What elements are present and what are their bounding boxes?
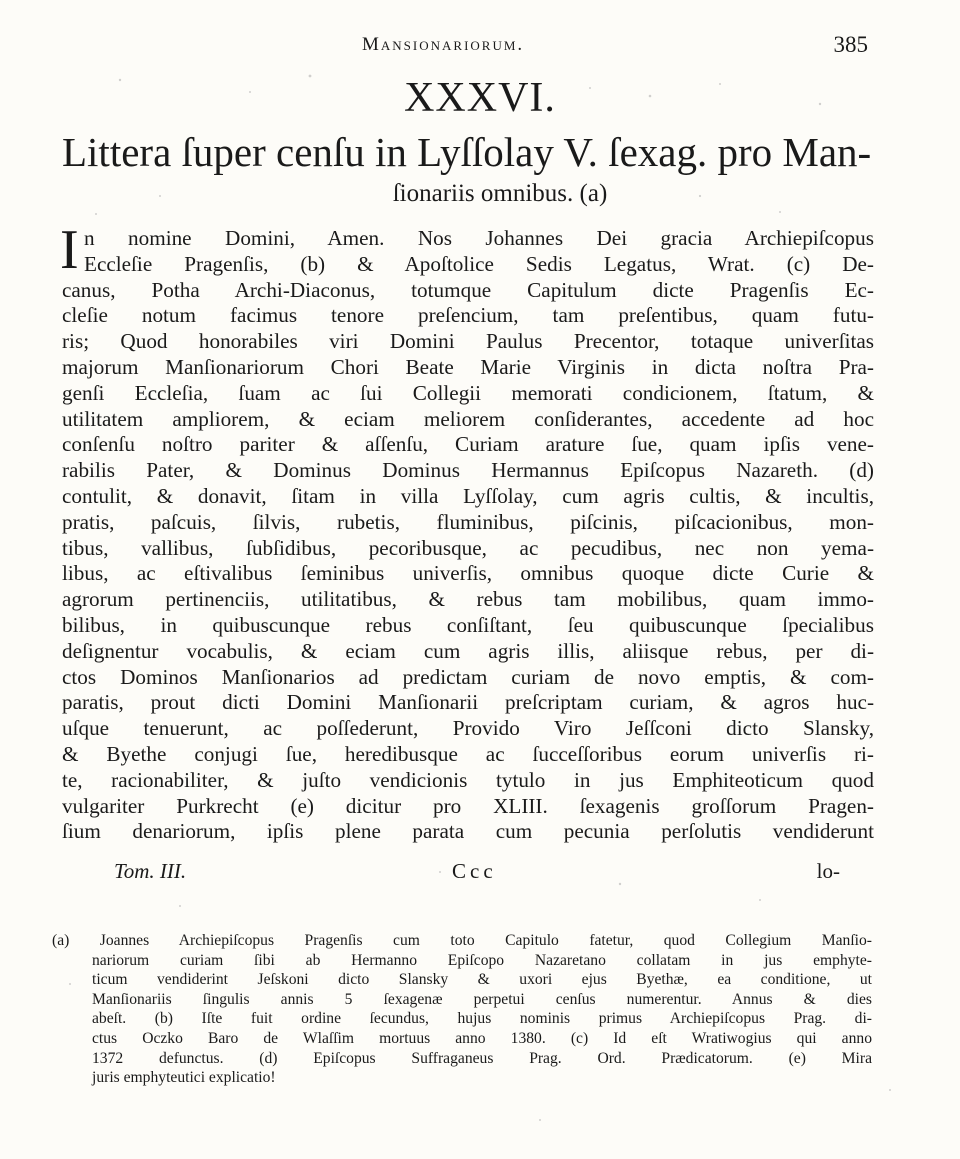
- text-line: libus, ac eſtivalibus ſeminibus univerſis, omnibus quoque dicte Curie &: [62, 561, 874, 586]
- text-line: genſi Eccleſia, ſuam ac ſui Collegii memorati condicionem, ſtatum, &: [62, 380, 874, 405]
- catchword: lo-: [816, 859, 840, 883]
- footnote-line: 1372 defunctus. (d) Epiſcopus Suffraganeus Prag. Ord. Prædicatorum. (e) Mira: [92, 1049, 872, 1067]
- footnotes: [52, 931, 872, 1088]
- document-number: XXXVI.: [404, 75, 556, 121]
- document-title-line-1: Littera ſuper cenſu in Lyſſolay V. ſexag. pro Man-: [62, 129, 872, 175]
- text-line: te, racionabiliter, & juſto vendicionis tytulo in jus Emphiteoticum quod: [62, 767, 874, 792]
- footnote-line: juris emphyteutici explicatio!: [92, 1069, 276, 1087]
- text-line: paratis, prout dicti Domini Manſionarii preſcriptam curiam, & agros huc-: [62, 690, 874, 715]
- volume-signature: Tom. III.: [114, 859, 187, 883]
- footnote-line: Manſionariis ſingulis annis 5 ſexagenæ perpetui cenſus numerentur. Annus & dies: [92, 990, 872, 1008]
- text-line: tibus, vallibus, ſubſidibus, pecoribusque, ac pecudibus, nec non yema-: [62, 535, 874, 560]
- footnote-line: ctus Oczko Baro de Wlaſſim mortuus anno 1380. (c) Id eſt Wratiwogius qui anno: [92, 1029, 872, 1047]
- text-line: vulgariter Purkrecht (e) dicitur pro XLIII. ſexagenis groſſorum Pragen-: [62, 793, 874, 818]
- text-line: cleſie notum facimus tenore preſencium, tam preſentibus, quam futu-: [62, 303, 874, 328]
- footnote-line: ticum vendiderint Jeſskoni dicto Slansky & uxori ejus Byethæ, ea conditione, ut: [92, 971, 872, 989]
- gathering-signature: Ccc: [452, 859, 497, 883]
- text-line: pratis, paſcuis, ſilvis, rubetis, fluminibus, piſcinis, piſcacionibus, mon-: [62, 509, 874, 534]
- charter-text: [60, 219, 874, 845]
- text-line: Eccleſie Pragenſis, (b) & Apoſtolice Sedis Legatus, Wrat. (c) De-: [84, 251, 874, 276]
- text-line: canus, Potha Archi-Diaconus, totumque Capitulum dicte Pragenſis Ec-: [62, 277, 874, 302]
- text-line: rabilis Pater, & Dominus Dominus Hermannus Epiſcopus Nazareth. (d): [62, 458, 874, 483]
- document-title-line-2: ſionariis omnibus. (a): [392, 180, 608, 207]
- text-line: utilitatem ampliorem, & eciam meliorem conſiderantes, accedente ad hoc: [62, 406, 874, 431]
- text-line: uſque tenuerunt, ac poſſederunt, Provido Viro Jeſſconi dicto Slansky,: [62, 716, 874, 741]
- drop-cap: I: [60, 219, 79, 281]
- footnote-line: abeſt. (b) Iſte fuit ordine ſecundus, hujus nominis primus Archiepiſcopus Prag. di-: [92, 1010, 872, 1028]
- running-head: [0, 28, 960, 58]
- catchline: [62, 859, 874, 885]
- footnote-line: nariorum curiam ſibi ab Hermanno Epiſcopo Nazaretano collatam in jus emphyte-: [92, 951, 872, 969]
- text-line: ſium denariorum, ipſis plene parata cum pecunia perſolutis vendiderunt: [62, 819, 874, 844]
- text-line: deſignentur vocabulis, & eciam cum agris illis, aliisque rebus, per di-: [62, 638, 874, 663]
- footnote-line: (a) Joannes Archiepiſcopus Pragenſis cum toto Capitulo fatetur, quod Collegium Manſio-: [52, 932, 872, 949]
- text-line: agrorum pertinenciis, utilitatibus, & rebus tam mobilibus, quam immo-: [62, 587, 874, 612]
- text-line: & Byethe conjugi ſue, heredibusque ac ſucceſſoribus eorum univerſis ri-: [62, 741, 874, 766]
- text-line: contulit, & donavit, ſitam in villa Lyſſolay, cum agris cultis, & incultis,: [62, 483, 874, 508]
- page-number: 385: [833, 32, 868, 57]
- text-line: majorum Manſionariorum Chori Beate Marie Virginis in dicta noſtra Pra-: [62, 354, 874, 379]
- text-line: bilibus, in quibuscunque rebus conſiſtant, ſeu quibuscunque ſpecialibus: [62, 612, 874, 637]
- text-line: conſenſu noſtro pariter & aſſenſu, Curiam arature ſue, quam ipſis vene-: [62, 432, 874, 457]
- text-line: ris; Quod honorabiles viri Domini Paulus Precentor, totaque univerſitas: [62, 329, 874, 354]
- text-line: ctos Dominos Manſionarios ad predictam curiam de novo emptis, & com-: [62, 664, 874, 689]
- text-line: n nomine Domini, Amen. Nos Johannes Dei gracia Archiepiſcopus: [84, 226, 874, 250]
- running-title: Mansionariorum.: [362, 34, 525, 55]
